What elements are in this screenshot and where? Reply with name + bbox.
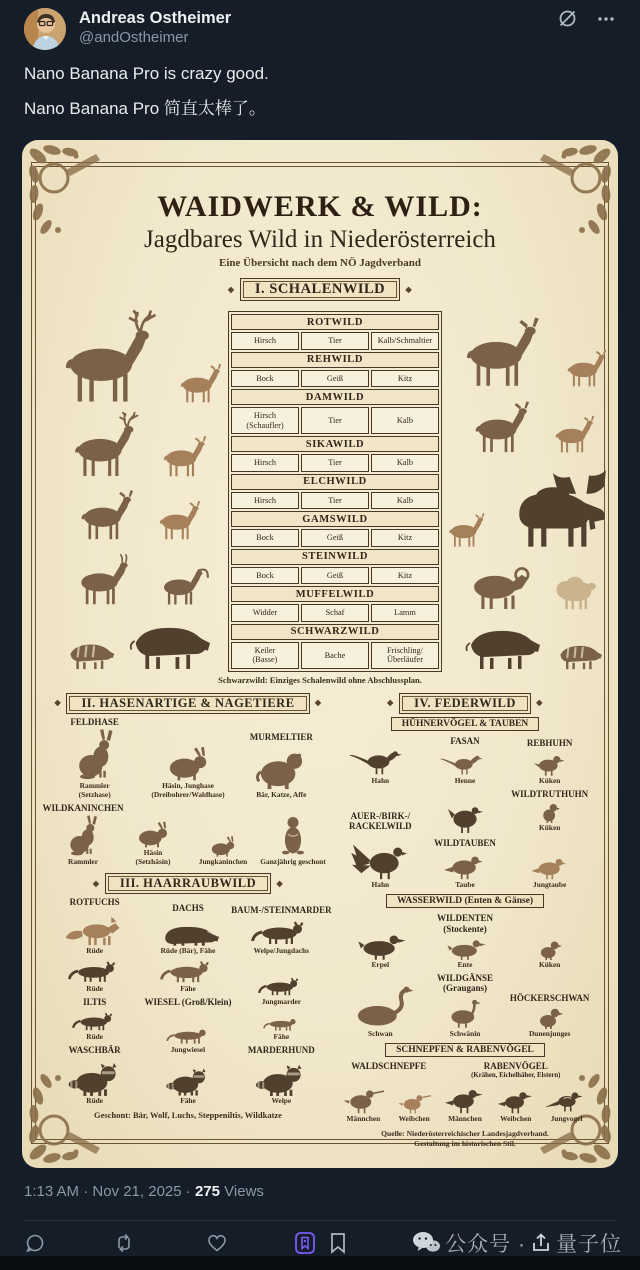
table-cell: Schaf (301, 604, 369, 622)
animal-row (68, 484, 208, 540)
animal-cell (235, 1015, 328, 1055)
doe-illustration (449, 309, 553, 387)
cell-row (338, 1082, 592, 1124)
banner-huehnervoegel: HÜHNERVÖGEL & TAUBEN (391, 717, 540, 731)
table-group-header: MUFFELWILD (231, 586, 439, 602)
cell-row (48, 1010, 328, 1055)
animal-cell (258, 813, 328, 867)
views-label: Views (224, 1183, 264, 1200)
animal-cell (423, 838, 508, 890)
animal-cell (141, 1025, 234, 1055)
goose-illustration (445, 995, 485, 1029)
cell-label: Hahn (371, 880, 390, 890)
bookmark-button[interactable] (328, 1231, 348, 1255)
watermark (411, 1228, 622, 1258)
pigeon-illustration (443, 850, 487, 880)
table-row (231, 332, 439, 350)
animal-cell (338, 1084, 389, 1124)
animal-cell (48, 717, 141, 800)
cell-title: ROTFUCHS (69, 897, 120, 908)
author-handle: @andOstheimer (79, 28, 189, 46)
section-schalenwild (48, 307, 592, 672)
table-cell: Geiß (301, 529, 369, 547)
weasel-illustration (165, 1025, 211, 1045)
woodcock-illustration (397, 1090, 431, 1114)
magpie-illustration (544, 1086, 590, 1114)
table-cell: Bock (231, 370, 299, 388)
poster (22, 140, 618, 1168)
cell-label: Fähe (180, 1096, 196, 1106)
like-button[interactable] (206, 1232, 228, 1254)
hasenartige-grid (42, 714, 328, 868)
cell-label: Welpe/Jungdachs (253, 945, 310, 955)
sheep-illustration (545, 568, 603, 610)
animal-row (442, 460, 618, 548)
poster-title: WAIDWERK & WILD: (157, 190, 483, 223)
table-cell: Kitz (371, 370, 439, 388)
table-cell: Tier (301, 332, 369, 350)
cell-title: WILDTRUTHUHN (511, 789, 589, 800)
table-cell: Hirsch (Schaufler) (231, 407, 299, 434)
schalenwild-animals-left (48, 307, 228, 672)
poster-tagline: Eine Übersicht nach dem NÖ Jagdverband (219, 257, 421, 269)
watermark-text-right: 量子位 (556, 1233, 622, 1256)
author-block[interactable] (79, 8, 231, 47)
schnepfen-grid (338, 1079, 592, 1125)
cell-label: Jungwiesel (170, 1045, 206, 1055)
animal-cell (338, 930, 423, 970)
table-cell: Kalb (371, 407, 439, 434)
cell-label: Fähe (180, 984, 196, 994)
animal-cell (48, 897, 141, 955)
rabbit-illustration (207, 835, 239, 857)
marten-illustration (68, 958, 122, 984)
table-cell: Kitz (371, 529, 439, 547)
animal-cell (48, 958, 141, 1007)
hen-illustration (444, 799, 486, 833)
table-cell: Lamm (371, 604, 439, 622)
cell-title: FELDHASE (70, 716, 119, 727)
badger-illustration (157, 916, 219, 946)
cell-title: REBHUHN (526, 737, 573, 748)
animal-row (449, 309, 613, 387)
table-cell: Bock (231, 529, 299, 547)
cell-title: MURMELTIER (249, 731, 313, 742)
poster-source: Quelle: Niederösterreichischer Landesjagdverband. Gestaltung im historischen Stil. (381, 1129, 549, 1149)
cell-title: WILDENTEN (Stockente) (437, 913, 494, 934)
animal-cell (338, 742, 423, 786)
cell-label: Ganzjährig geschont (260, 857, 326, 867)
table-cell: Kalb (371, 492, 439, 510)
piglet-illustration (62, 636, 116, 670)
banner-haarraubwild: ◆ III. HAARRAUBWILD ◆ (105, 873, 271, 894)
cell-title: DACHS (172, 903, 204, 914)
pheasant-illustration (348, 742, 412, 776)
cell-row (338, 836, 592, 890)
cell-label: Schwan (368, 1029, 393, 1039)
animal-cell (423, 913, 508, 970)
cell-label: Rammler (Setzhase) (78, 781, 111, 800)
cell-subheader: WASCHBÄR (68, 1045, 121, 1056)
animal-cell (118, 820, 188, 867)
marmot-illustration (252, 744, 310, 790)
cell-label: Rüde (86, 984, 104, 994)
grok-icon (557, 8, 578, 29)
purple-bookmark-app-icon (294, 1231, 316, 1255)
stag-illustration (61, 411, 147, 477)
table-group-header: SIKAWILD (231, 436, 439, 452)
bookmark-icon (328, 1231, 348, 1255)
animal-row (461, 395, 601, 453)
cell-label: Erpel (371, 959, 390, 969)
doe-illustration (461, 395, 541, 453)
swan-illustration (347, 983, 413, 1029)
animal-cell (141, 903, 234, 955)
animal-cell (48, 1058, 141, 1106)
table-row (231, 370, 439, 388)
cell-title: WILDGÄNSE (Graugans) (437, 972, 494, 994)
table-cell: Tier (301, 407, 369, 434)
animal-cell (188, 835, 258, 867)
cell-row (48, 958, 328, 1007)
table-cell: Hirsch (231, 332, 299, 350)
watermark-text-left: 公众号 · (445, 1233, 526, 1256)
smallbird-illustration (533, 750, 567, 776)
crow-illustration (444, 1082, 486, 1114)
animal-cell (141, 958, 234, 1007)
banner-wasserwild: WASSERWILD (Enten & Gänse) (386, 894, 544, 908)
cell-label: Häsin (Setzhäsin) (135, 848, 171, 867)
schnepfen-titles (338, 1061, 592, 1079)
grouse-illustration (349, 836, 411, 880)
marten-illustration (160, 958, 216, 984)
doe-illustration (547, 411, 601, 453)
doe-illustration (559, 345, 613, 387)
schalenwild-table (228, 311, 442, 672)
cell-label: Bär, Katze, Affe (256, 790, 307, 800)
tweet-text-line2: Nano Banana Pro 简直太棒了。 (24, 99, 266, 118)
cell-label: Weibchen (500, 1114, 532, 1124)
duckling-illustration (538, 938, 562, 960)
moose-illustration (496, 460, 618, 548)
poster-subtitle: Jagdbares Wild in Niederösterreich (144, 226, 496, 253)
views-count: 275 (194, 1183, 220, 1200)
tweet-meta: 1:13 AM · Nov 21, 2025 · 275 Views (24, 1183, 264, 1200)
huehnervoegel-grid (338, 733, 592, 891)
duckling-illustration (537, 1005, 563, 1029)
table-group-header: REHWILD (231, 352, 439, 368)
doe-illustration (442, 508, 490, 548)
more-icon (596, 9, 616, 29)
weasel-illustration (262, 1015, 300, 1032)
cell-label: Hahn (371, 776, 390, 786)
tweet-header (24, 8, 616, 56)
banner-schnepfen: SCHNEPFEN & RABENVÖGEL (385, 1043, 545, 1057)
schalenwild-animals-right (442, 307, 618, 672)
cell-row (48, 1058, 328, 1106)
title-waldschnepfe: WALDSCHNEPFE (351, 1061, 427, 1072)
heart-icon (206, 1232, 228, 1254)
left-column (42, 693, 332, 1149)
cell-label: Männchen (448, 1114, 482, 1124)
animal-cell (440, 1082, 491, 1124)
title-rabenvoegel-sub: (Krähen, Eichelhäher, Elstern) (471, 1071, 561, 1079)
table-cell: Kitz (371, 567, 439, 585)
share-icon (530, 1232, 552, 1254)
animal-row (61, 411, 215, 477)
doe-illustration (150, 496, 208, 540)
cell-label: Henne (454, 776, 476, 786)
cell-title: WILDKANINCHEN (42, 802, 124, 813)
crow-illustration (497, 1085, 535, 1114)
animal-cell (235, 732, 328, 800)
action-bar (24, 1228, 622, 1258)
raccoon-illustration (254, 1060, 308, 1096)
avatar-photo (24, 8, 66, 50)
table-cell: Hirsch (231, 492, 299, 510)
table-group-header: GAMSWILD (231, 511, 439, 527)
reply-button[interactable] (24, 1232, 46, 1254)
table-group-header: DAMWILD (231, 389, 439, 405)
cell-title: FASAN (450, 735, 480, 746)
animal-cell (507, 853, 592, 890)
table-cell: Bache (301, 642, 369, 669)
stag-illustration (48, 309, 166, 403)
tweet-image[interactable] (22, 140, 618, 1168)
repost-icon (112, 1232, 136, 1254)
animal-row (48, 309, 228, 403)
cell-row (48, 897, 332, 955)
avatar[interactable] (24, 8, 66, 50)
pigeon-illustration (530, 853, 570, 880)
animal-cell (338, 983, 423, 1039)
table-cell: Tier (301, 492, 369, 510)
table-row (231, 642, 439, 669)
repost-button[interactable] (112, 1232, 136, 1254)
cell-row (42, 802, 328, 867)
table-row (231, 529, 439, 547)
doe-illustration (153, 431, 215, 477)
cell-label: Rüde (86, 1032, 104, 1042)
animal-row (62, 548, 214, 606)
animal-cell (423, 973, 508, 1040)
cell-label: Rüde (86, 1096, 104, 1106)
raccoon-illustration (67, 1058, 123, 1096)
more-options-button[interactable] (596, 9, 616, 29)
cell-label: Jungkaninchen (198, 857, 248, 867)
cell-label: Rammler (68, 857, 98, 867)
animal-cell (338, 811, 423, 834)
author-name: Andreas Ostheimer (79, 9, 232, 27)
wasserwild-grid (338, 910, 592, 1040)
table-cell: Frischling/ Überläufer (371, 642, 439, 669)
chamois-illustration (62, 548, 144, 606)
haarraubwild-grid (48, 894, 332, 1107)
piglet-illustration (551, 638, 605, 670)
cell-row (338, 789, 592, 833)
table-cell: Kalb/Schmaltier (371, 332, 439, 350)
marten-illustration (72, 1010, 118, 1032)
animal-cell (141, 1064, 234, 1106)
animal-cell (507, 789, 592, 833)
marten-illustration (258, 975, 304, 997)
boar-illustration (457, 618, 545, 670)
cell-title: WILDTAUBEN (434, 837, 496, 848)
title-rabenvoegel: RABENVÖGEL (Krähen, Eichelhäher, Elstern) (440, 1061, 592, 1079)
table-cell: Kalb (371, 454, 439, 472)
cell-label: Küken (538, 823, 561, 833)
timestamp: 1:13 AM · Nov 21, 2025 (24, 1183, 182, 1200)
tweet-text-line1: Nano Banana Pro is crazy good. (24, 64, 269, 83)
cell-label: Männchen (346, 1114, 381, 1124)
table-group-header: ROTWILD (231, 314, 439, 330)
cell-label: Rüde (Bär), Fähe (160, 945, 216, 955)
reply-icon (24, 1232, 46, 1254)
cell-label: Jungtaube (533, 880, 567, 890)
cell-label: Schwänin (449, 1029, 481, 1039)
table-group-header: ELCHWILD (231, 474, 439, 490)
animal-cell (42, 802, 124, 867)
animal-cell (507, 993, 592, 1039)
duck-illustration (444, 936, 486, 960)
right-column (338, 693, 592, 1149)
table-cell: Geiß (301, 567, 369, 585)
table-cell: Bock (231, 567, 299, 585)
animal-cell (490, 1085, 541, 1124)
cell-label: Küken (538, 776, 561, 786)
cell-title: BAUM-/STEINMARDER (231, 905, 332, 916)
marten-illustration (251, 918, 311, 946)
hare-illustration (75, 729, 115, 781)
doe-illustration (68, 484, 144, 540)
table-cell: Keiler (Basse) (231, 642, 299, 669)
screen-bottom-strip (0, 1256, 640, 1270)
table-row (231, 407, 439, 434)
saved-app-button[interactable] (294, 1231, 316, 1255)
cell-label: Weibchen (398, 1114, 430, 1124)
animal-cell (423, 799, 508, 833)
cell-label: Welpe (271, 1096, 292, 1106)
animal-cell (541, 1086, 592, 1124)
cell-row (338, 913, 592, 970)
cell-subheader: WIESEL (Groß/Klein) (144, 997, 232, 1008)
woodcock-illustration (341, 1084, 385, 1114)
animal-cell (423, 736, 508, 786)
duck-illustration (354, 930, 406, 960)
animal-row (457, 618, 605, 670)
hare-illustration (67, 815, 99, 857)
chick-illustration (539, 801, 561, 823)
animal-cell (235, 1060, 328, 1106)
table-cell: Widder (231, 604, 299, 622)
rabbit-illustration (162, 745, 214, 781)
cell-label: Jungvogel (550, 1114, 583, 1124)
schalenwild-footnote: Schwarzwild: Einziges Schalenwild ohne Abschlussplan. (218, 674, 422, 685)
banner-hasenartige: ◆ II. HASENARTIGE & NAGETIERE ◆ (66, 693, 309, 714)
animal-cell (141, 745, 234, 800)
ibex-illustration (150, 556, 214, 606)
table-group-header: SCHWARZWILD (231, 624, 439, 640)
animal-cell (389, 1090, 440, 1124)
divider (24, 1220, 616, 1221)
cell-row (48, 717, 328, 800)
cell-title: HÖCKERSCHWAN (509, 993, 590, 1004)
banner-federwild: ◆ IV. FEDERWILD ◆ (399, 693, 531, 714)
animal-cell (235, 975, 328, 1007)
wechat-icon (411, 1230, 441, 1256)
mouflon-illustration (459, 556, 539, 610)
pheasant-illustration (439, 748, 491, 776)
marmot2-illustration (267, 813, 319, 857)
table-row (231, 567, 439, 585)
cell-title: AUER-/BIRK-/ RACKELWILD (348, 810, 412, 831)
cell-label: Häsin, Junghase (Dreibohrer/Waldhase) (151, 781, 225, 800)
boar-illustration (122, 614, 214, 670)
cell-subheader: MARDERHUND (247, 1045, 315, 1056)
table-row (231, 454, 439, 472)
animal-row (459, 556, 603, 610)
animal-cell (48, 1010, 141, 1055)
table-cell: Geiß (301, 370, 369, 388)
cell-subheader: ILTIS (83, 997, 107, 1008)
cell-label: Fähe (273, 1032, 290, 1042)
cell-label: Küken (538, 959, 561, 969)
haarraubwild-footnote: Geschont: Bär, Wolf, Luchs, Steppeniltis, Wildkatze (94, 1110, 282, 1120)
fox-illustration (64, 910, 126, 946)
animal-cell (507, 738, 592, 786)
cell-label: Taube (455, 880, 475, 890)
animal-cell (231, 905, 332, 955)
table-group-header: STEINWILD (231, 549, 439, 565)
banner-schalenwild: ◆ I. SCHALENWILD ◆ (240, 278, 400, 301)
table-cell: Hirsch (231, 454, 299, 472)
cell-label: Dunenjunges (528, 1029, 571, 1039)
rabbit-illustration (133, 820, 173, 848)
cell-label: Rüde (86, 945, 104, 955)
raccoon-illustration (165, 1064, 211, 1096)
cell-row (338, 973, 592, 1040)
doe-illustration (172, 359, 228, 403)
cell-row (338, 736, 592, 786)
table-row (231, 604, 439, 622)
animal-cell (338, 836, 423, 890)
grok-actions-button[interactable] (557, 8, 578, 29)
animal-cell (507, 938, 592, 970)
animal-row (62, 614, 214, 670)
cell-label: Jungmarder (261, 997, 302, 1007)
table-cell: Tier (301, 454, 369, 472)
table-row (231, 492, 439, 510)
cell-label: Ente (457, 959, 473, 969)
